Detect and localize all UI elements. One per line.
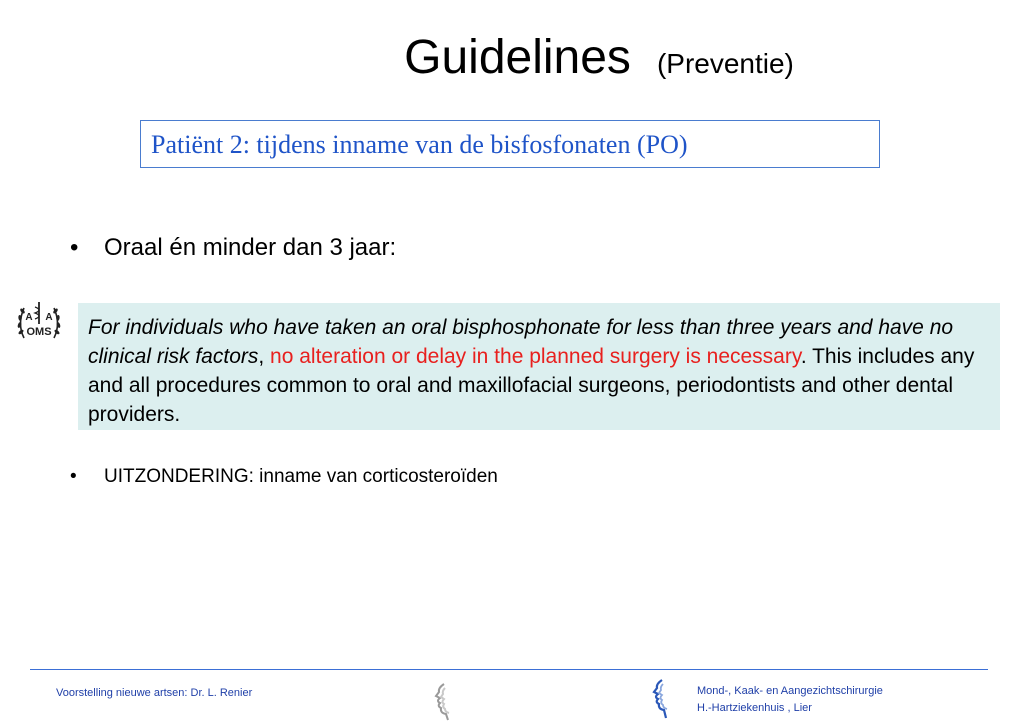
footer-divider: [30, 669, 988, 670]
subtitle-box: Patiënt 2: tijdens inname van de bisfosfonaten (PO): [140, 120, 880, 168]
aaoms-logo-icon: [14, 298, 64, 346]
logo-letter-right: A: [45, 312, 53, 323]
bullet-text: Oraal én minder dan 3 jaar:: [104, 234, 397, 261]
logo-oms-text: OMS: [26, 326, 52, 338]
bullet-marker: •: [70, 466, 77, 487]
bullet-item-2: [70, 466, 498, 488]
quote-italic-text: For individuals who have taken an oral bisphosphonate for less than three years and have no clinical risk factors: [88, 316, 954, 368]
quote-rest-text: . This includes any and all procedures common to oral and maxillofacial surgeons, periodontists and other dental providers.: [88, 345, 975, 426]
footer-department: Mond-, Kaak- en Aangezichtschirurgie: [697, 685, 883, 697]
quote-separator: ,: [258, 345, 271, 368]
slide-title-sub: (Preventie): [656, 48, 794, 79]
logo-letter-left: A: [25, 312, 33, 323]
bullet-marker: •: [70, 234, 79, 261]
quote-highlight-text: no alteration or delay in the planned surgery is necessary: [270, 345, 801, 368]
footer-right-block: [697, 683, 883, 717]
footer-left-text: Voorstelling nieuwe artsen: Dr. L. Renier: [56, 687, 253, 699]
slide-title-row: [0, 30, 1023, 85]
slide-title: Guidelines: [404, 31, 631, 84]
footer-hospital: H.-Hartziekenhuis , Lier: [697, 702, 812, 714]
bullet-item-1: [70, 234, 396, 262]
bullet-text: UITZONDERING: inname van corticosteroïden: [104, 466, 498, 487]
face-profile-blue-icon: [648, 678, 674, 725]
quote-box: [78, 303, 1000, 430]
face-profile-gray-icon: [430, 682, 456, 727]
